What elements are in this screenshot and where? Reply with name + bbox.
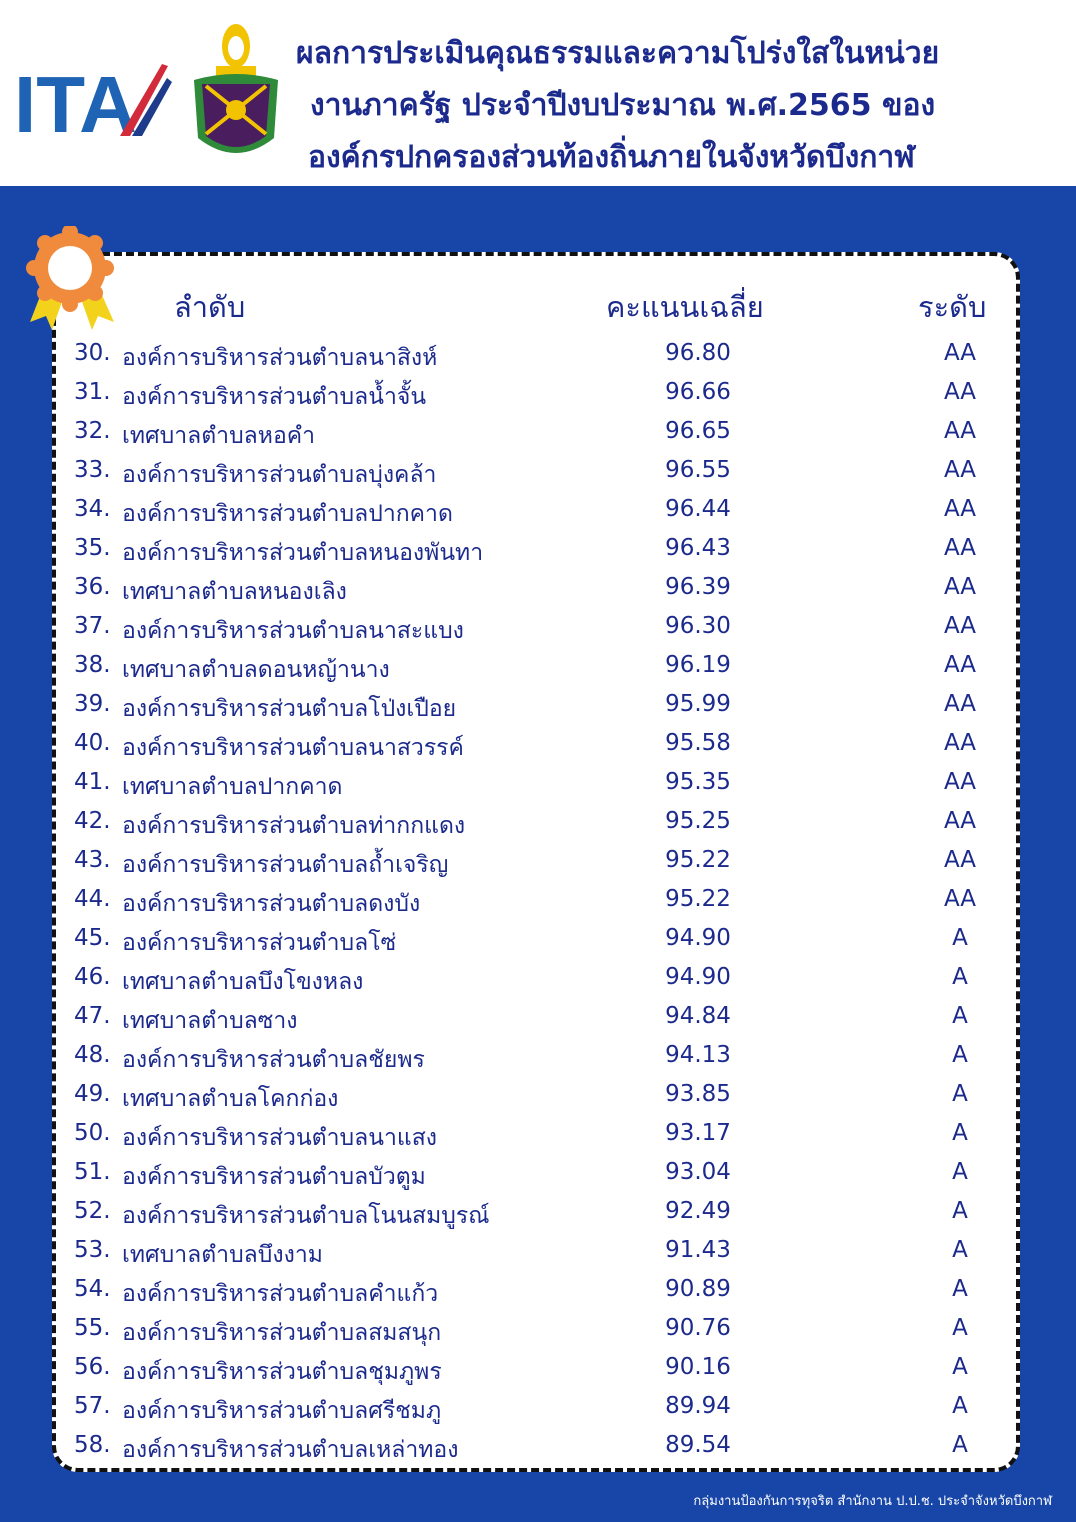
row-rank: 47. [74, 1003, 111, 1029]
row-score: 89.94 [665, 1393, 731, 1419]
row-level: A [952, 1198, 968, 1224]
table-row [0, 374, 1076, 413]
row-score: 96.19 [665, 652, 731, 678]
table-row [0, 1232, 1076, 1271]
row-score: 95.99 [665, 691, 731, 717]
row-level: AA [943, 535, 977, 561]
row-name: องค์การบริหารส่วนตำบลเหล่าทอง [122, 1437, 459, 1463]
table-row [0, 1154, 1076, 1193]
row-name: เทศบาลตำบลปากคาด [122, 774, 343, 800]
table-row [0, 452, 1076, 491]
row-score: 90.89 [665, 1276, 731, 1302]
row-level: AA [943, 730, 977, 756]
row-score: 94.90 [665, 925, 731, 951]
row-rank: 52. [74, 1198, 111, 1224]
row-rank: 38. [74, 652, 111, 678]
row-score: 93.85 [665, 1081, 731, 1107]
row-level: AA [943, 574, 977, 600]
row-name: องค์การบริหารส่วนตำบลคำแก้ว [122, 1281, 439, 1307]
row-level: AA [943, 769, 977, 795]
row-rank: 33. [74, 457, 111, 483]
table-row [0, 1427, 1076, 1466]
row-name: องค์การบริหารส่วนตำบลนาสะแบง [122, 618, 464, 644]
table-row [0, 569, 1076, 608]
table-row [0, 725, 1076, 764]
row-score: 94.13 [665, 1042, 731, 1068]
row-name: องค์การบริหารส่วนตำบลนาแสง [122, 1125, 437, 1151]
row-rank: 36. [74, 574, 111, 600]
row-score: 93.17 [665, 1120, 731, 1146]
government-seal-icon [186, 18, 286, 168]
row-rank: 37. [74, 613, 111, 639]
row-rank: 40. [74, 730, 111, 756]
row-level: A [952, 1276, 968, 1302]
row-level: A [952, 1237, 968, 1263]
row-score: 96.44 [665, 496, 731, 522]
title-line-1: ผลการประเมินคุณธรรมและความโปร่งใสในหน่วย [296, 36, 940, 71]
row-level: AA [943, 418, 977, 444]
row-level: AA [943, 457, 977, 483]
row-name: องค์การบริหารส่วนตำบลหนองพันทา [122, 540, 484, 566]
row-name: องค์การบริหารส่วนตำบลนาสิงห์ [122, 345, 438, 371]
row-rank: 55. [74, 1315, 111, 1341]
table-row [0, 413, 1076, 452]
row-name: องค์การบริหารส่วนตำบลนาสวรรค์ [122, 735, 464, 761]
row-level: A [952, 1081, 968, 1107]
row-name: เทศบาลตำบลหอคำ [122, 423, 316, 449]
table-row [0, 335, 1076, 374]
row-level: A [952, 1432, 968, 1458]
row-score: 96.39 [665, 574, 731, 600]
row-level: A [952, 1393, 968, 1419]
table-row [0, 764, 1076, 803]
table-row [0, 491, 1076, 530]
results-table [0, 335, 1076, 1466]
row-level: AA [943, 886, 977, 912]
row-rank: 39. [74, 691, 111, 717]
row-name: เทศบาลตำบลโคกก่อง [122, 1086, 339, 1112]
row-score: 95.58 [665, 730, 731, 756]
row-level: AA [943, 340, 977, 366]
row-name: องค์การบริหารส่วนตำบลปากคาด [122, 501, 453, 527]
row-level: AA [943, 691, 977, 717]
table-row [0, 1271, 1076, 1310]
row-score: 95.22 [665, 886, 731, 912]
row-name: องค์การบริหารส่วนตำบลน้ำจั้น [122, 384, 427, 410]
page-title [296, 28, 1066, 184]
row-name: เทศบาลตำบลซาง [122, 1008, 298, 1034]
row-score: 94.90 [665, 964, 731, 990]
row-score: 90.76 [665, 1315, 731, 1341]
row-level: A [952, 1042, 968, 1068]
row-score: 96.43 [665, 535, 731, 561]
table-row [0, 1349, 1076, 1388]
row-rank: 57. [74, 1393, 111, 1419]
footer-credit: กลุ่มงานป้องกันการทุจริต สำนักงาน ป.ป.ช. ประจำจังหวัดบึงกาฬ [693, 1494, 1052, 1509]
row-name: เทศบาลตำบลบึงงาม [122, 1242, 323, 1268]
row-rank: 32. [74, 418, 111, 444]
table-row [0, 998, 1076, 1037]
row-rank: 45. [74, 925, 111, 951]
row-name: เทศบาลตำบลหนองเลิง [122, 579, 347, 605]
row-name: องค์การบริหารส่วนตำบลชัยพร [122, 1047, 425, 1073]
row-rank: 46. [74, 964, 111, 990]
row-level: AA [943, 808, 977, 834]
header [0, 0, 1076, 186]
row-level: A [952, 964, 968, 990]
row-rank: 42. [74, 808, 111, 834]
table-row [0, 803, 1076, 842]
row-rank: 41. [74, 769, 111, 795]
row-level: AA [943, 496, 977, 522]
row-level: A [952, 1003, 968, 1029]
row-rank: 53. [74, 1237, 111, 1263]
row-score: 96.66 [665, 379, 731, 405]
row-score: 96.55 [665, 457, 731, 483]
table-row [0, 1037, 1076, 1076]
row-name: องค์การบริหารส่วนตำบลชุมภูพร [122, 1359, 442, 1385]
row-rank: 51. [74, 1159, 111, 1185]
row-score: 95.25 [665, 808, 731, 834]
row-rank: 44. [74, 886, 111, 912]
row-score: 92.49 [665, 1198, 731, 1224]
row-score: 95.35 [665, 769, 731, 795]
row-score: 93.04 [665, 1159, 731, 1185]
row-name: องค์การบริหารส่วนตำบลโซ่ [122, 930, 397, 956]
row-rank: 35. [74, 535, 111, 561]
row-name: องค์การบริหารส่วนตำบลดงบัง [122, 891, 421, 917]
row-rank: 50. [74, 1120, 111, 1146]
row-score: 96.30 [665, 613, 731, 639]
table-row [0, 1193, 1076, 1232]
table-row [0, 920, 1076, 959]
table-row [0, 686, 1076, 725]
row-rank: 56. [74, 1354, 111, 1380]
title-line-2: งานภาครัฐ ประจำปีงบประมาณ พ.ศ.2565 ของ [310, 88, 936, 123]
row-name: องค์การบริหารส่วนตำบลท่ากกแดง [122, 813, 466, 839]
row-rank: 34. [74, 496, 111, 522]
row-level: A [952, 925, 968, 951]
row-rank: 30. [74, 340, 111, 366]
table-row [0, 1076, 1076, 1115]
row-name: เทศบาลตำบลดอนหญ้านาง [122, 657, 390, 683]
row-name: เทศบาลตำบลบึงโขงหลง [122, 969, 364, 995]
row-score: 96.80 [665, 340, 731, 366]
row-name: องค์การบริหารส่วนตำบลบัวตูม [122, 1164, 426, 1190]
table-row [0, 530, 1076, 569]
row-score: 91.43 [665, 1237, 731, 1263]
row-name: องค์การบริหารส่วนตำบลถ้ำเจริญ [122, 852, 449, 878]
row-level: A [952, 1354, 968, 1380]
row-rank: 43. [74, 847, 111, 873]
row-level: A [952, 1120, 968, 1146]
row-level: AA [943, 652, 977, 678]
title-line-3: องค์กรปกครองส่วนท้องถิ่นภายในจังหวัดบึงกาฬ [308, 140, 915, 175]
table-row [0, 842, 1076, 881]
row-score: 94.84 [665, 1003, 731, 1029]
table-row [0, 647, 1076, 686]
ita-logo [12, 56, 172, 138]
column-header-score: คะแนนเฉลี่ย [606, 290, 764, 324]
row-rank: 31. [74, 379, 111, 405]
table-row [0, 959, 1076, 998]
row-rank: 49. [74, 1081, 111, 1107]
row-score: 96.65 [665, 418, 731, 444]
row-name: องค์การบริหารส่วนตำบลศรีชมภู [122, 1398, 442, 1424]
award-rosette-icon [22, 226, 118, 332]
table-row [0, 1388, 1076, 1427]
row-rank: 48. [74, 1042, 111, 1068]
row-rank: 58. [74, 1432, 111, 1458]
table-row [0, 881, 1076, 920]
row-rank: 54. [74, 1276, 111, 1302]
ita-logo-text: ITA [14, 60, 137, 138]
row-name: องค์การบริหารส่วนตำบลโนนสมบูรณ์ [122, 1203, 490, 1229]
row-level: A [952, 1159, 968, 1185]
row-name: องค์การบริหารส่วนตำบลบุ่งคล้า [122, 462, 437, 488]
row-score: 95.22 [665, 847, 731, 873]
row-name: องค์การบริหารส่วนตำบลสมสนุก [122, 1320, 442, 1346]
row-score: 90.16 [665, 1354, 731, 1380]
table-row [0, 608, 1076, 647]
row-level: AA [943, 847, 977, 873]
table-row [0, 1310, 1076, 1349]
row-level: A [952, 1315, 968, 1341]
column-header-level: ระดับ [918, 290, 987, 324]
row-score: 89.54 [665, 1432, 731, 1458]
table-row [0, 1115, 1076, 1154]
row-name: องค์การบริหารส่วนตำบลโป่งเปือย [122, 696, 457, 722]
row-level: AA [943, 379, 977, 405]
column-header-rank: ลำดับ [174, 290, 246, 324]
row-level: AA [943, 613, 977, 639]
